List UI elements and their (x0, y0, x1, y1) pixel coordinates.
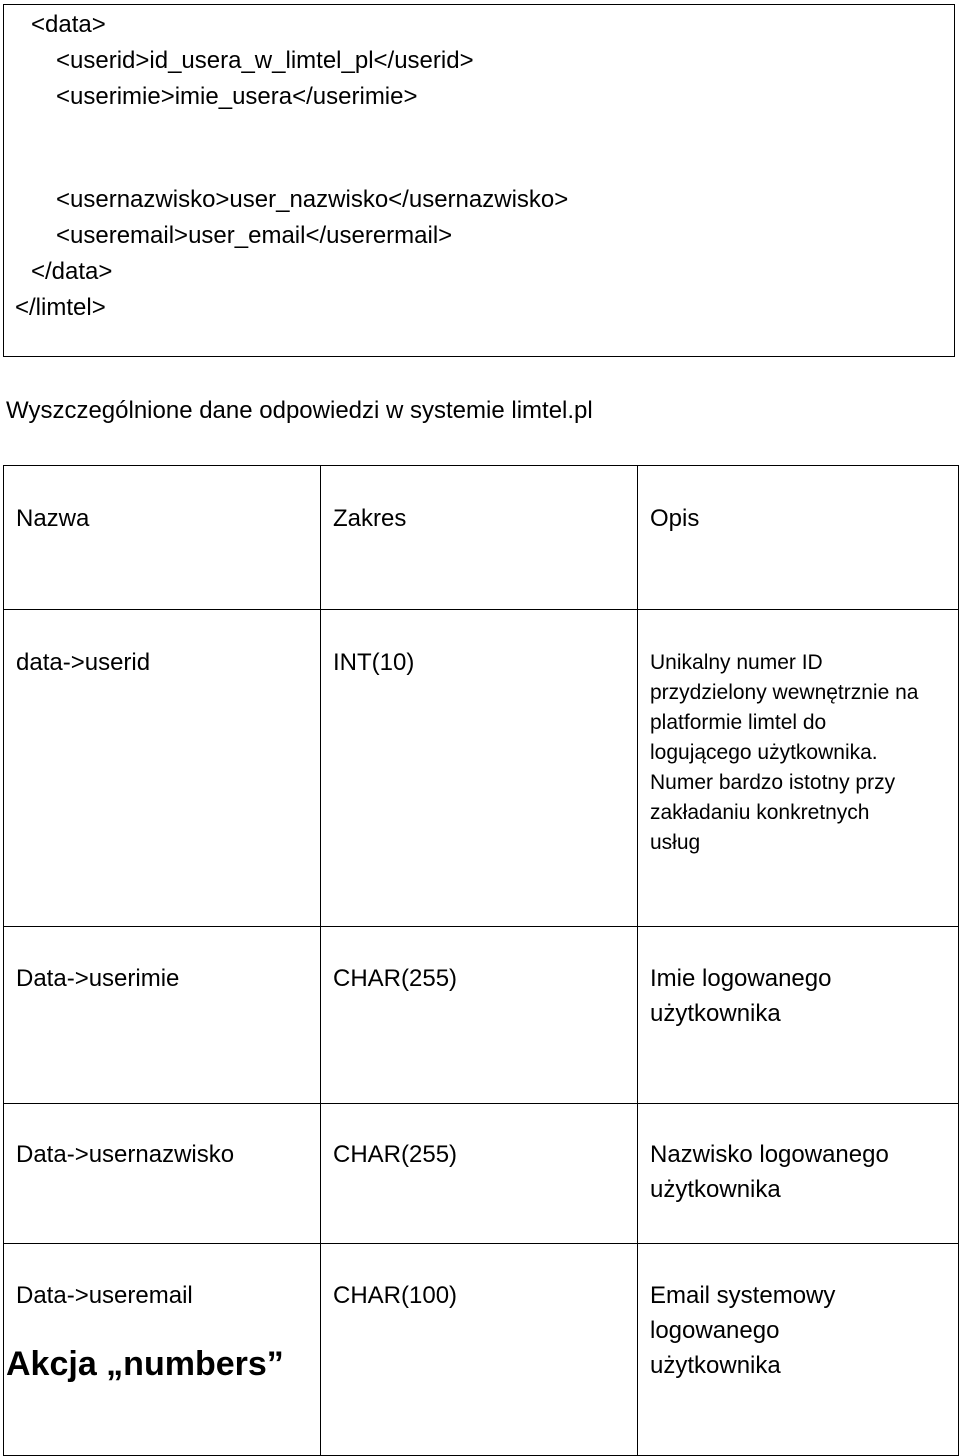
description-line: logowanego (650, 1317, 780, 1344)
field-description (638, 610, 959, 927)
field-name: Data->usernazwisko (4, 1104, 321, 1244)
description-line: użytkownika (650, 1352, 781, 1379)
field-name: data->userid (4, 610, 321, 927)
code-line: </limtel> (15, 294, 106, 321)
description-line: użytkownika (650, 1000, 781, 1027)
header-opis: Opis (638, 466, 959, 610)
table-row (4, 610, 959, 927)
code-line: <userimie>imie_usera</userimie> (56, 83, 418, 110)
code-line: </data> (31, 258, 113, 285)
description-line: Email systemowy (650, 1282, 836, 1309)
field-description (638, 1244, 959, 1456)
field-name: Data->userimie (4, 927, 321, 1104)
field-name: Data->useremail (4, 1244, 321, 1456)
header-nazwa: Nazwa (4, 466, 321, 610)
field-description (638, 927, 959, 1104)
code-line: <useremail>user_email</userermail> (56, 222, 453, 249)
table-header-row (4, 466, 959, 610)
description-line: Unikalny numer ID (650, 651, 823, 674)
description-line: platformie limtel do (650, 711, 827, 734)
code-line: <usernazwisko>user_nazwisko</usernazwisko> (56, 186, 569, 213)
description-line: przydzielony wewnętrznie na (650, 681, 919, 704)
code-line: <data> (31, 11, 106, 38)
header-zakres: Zakres (321, 466, 638, 610)
field-range: INT(10) (321, 610, 638, 927)
description-line: zakładaniu konkretnych (650, 801, 870, 824)
description-line: Numer bardzo istotny przy (650, 771, 896, 794)
table-row (4, 927, 959, 1104)
code-line: <userid>id_usera_w_limtel_pl</userid> (56, 47, 474, 74)
field-range: CHAR(255) (321, 927, 638, 1104)
description-line: logującego użytkownika. (650, 741, 878, 764)
field-range: CHAR(255) (321, 1104, 638, 1244)
description-line: Imie logowanego (650, 965, 832, 992)
xml-code-box (3, 4, 955, 357)
field-range: CHAR(100) (321, 1244, 638, 1456)
field-description (638, 1104, 959, 1244)
table-caption: Wyszczególnione dane odpowiedzi w systemie limtel.pl (6, 397, 593, 424)
description-line: usług (650, 831, 701, 854)
response-fields-table (3, 465, 959, 1456)
description-line: Nazwisko logowanego (650, 1141, 889, 1168)
description-line: użytkownika (650, 1176, 781, 1203)
section-heading: Akcja „numbers” (6, 1345, 284, 1383)
table-row (4, 1104, 959, 1244)
